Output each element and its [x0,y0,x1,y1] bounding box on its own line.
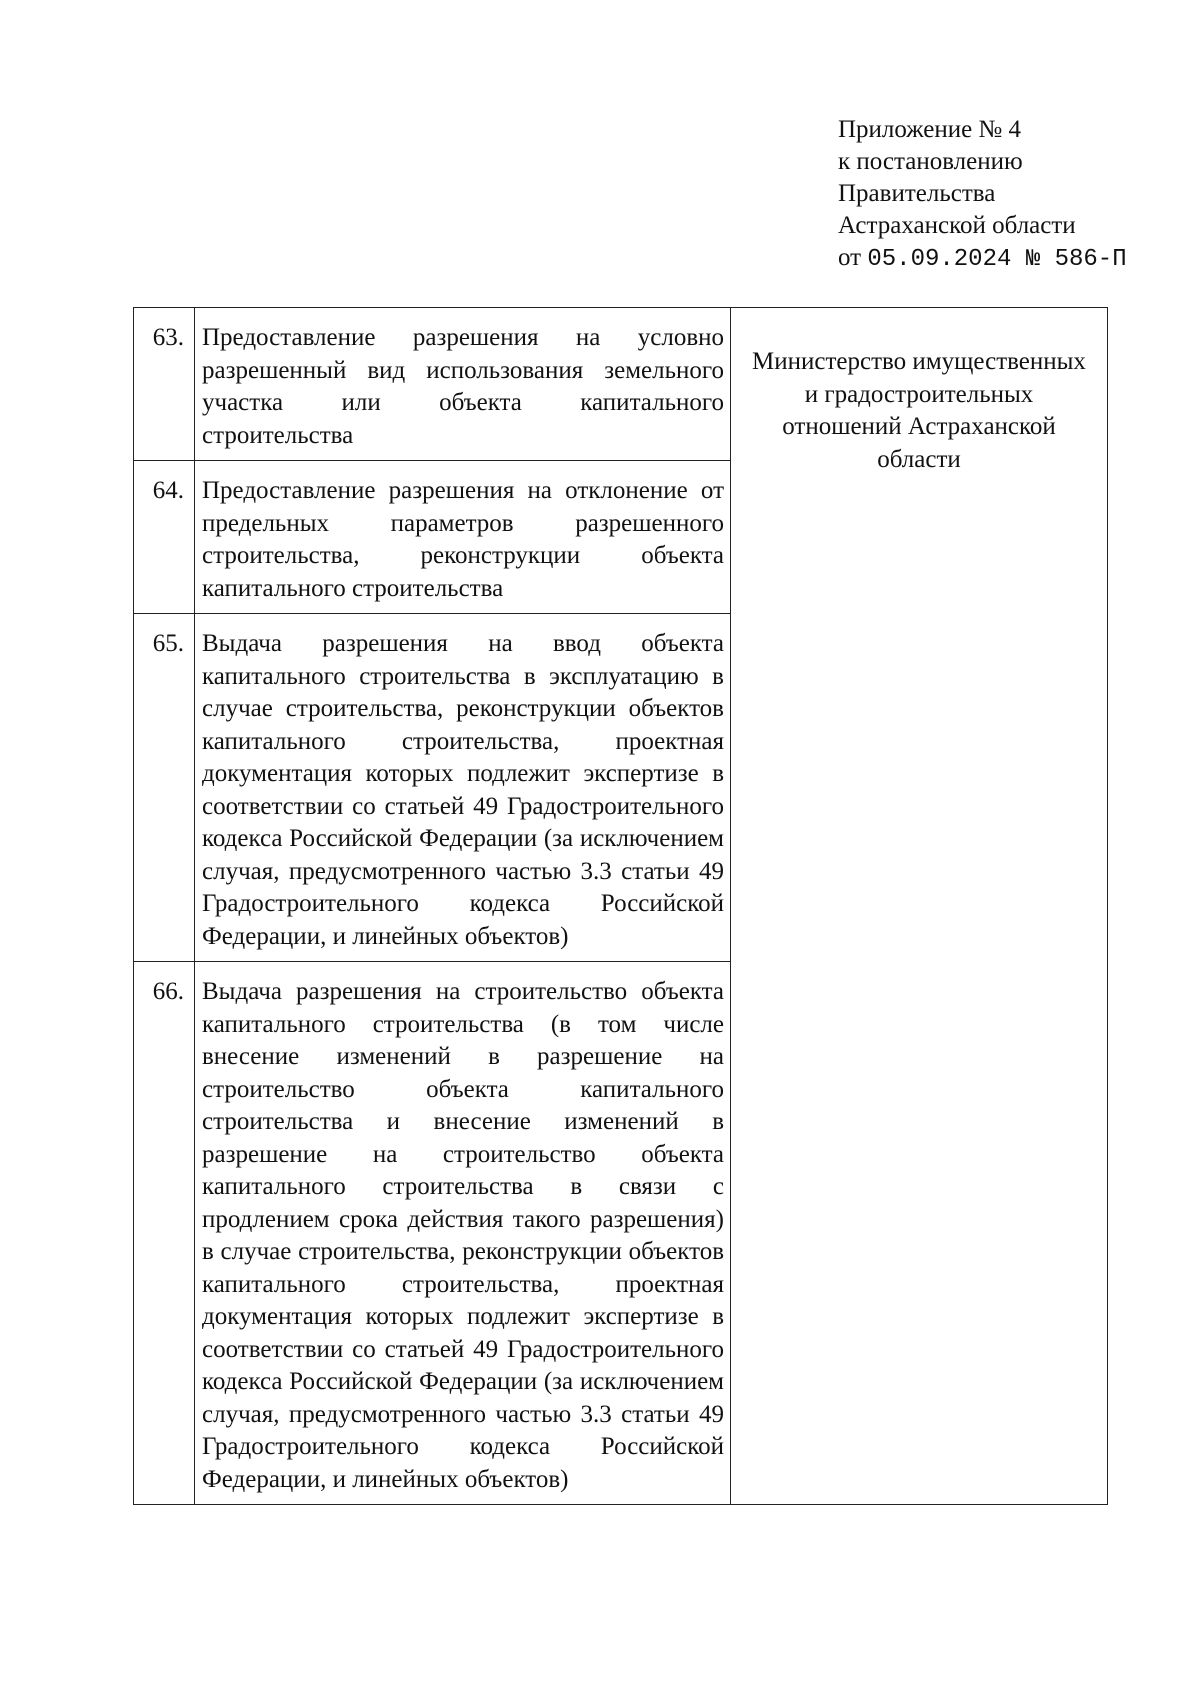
appendix-line-4: Астраханской области [838,212,1076,239]
table-row [134,308,1108,461]
row-number: 65. [134,614,195,962]
service-description: Выдача разрешения на строительство объекта капитального строительства (в том числе внесение изменений в разрешение на строительство объекта капитального строительства и внесение изменений в разрешение на строительство объекта капитального строительства в связи с продлением срока действия такого разрешения) в случае строительства, реконструкции объектов капитального строительства, проектная документация которых подлежит экспертизе в соответствии со статьей 49 Градостроительного кодекса Российской Федерации (за исключением случая, предусмотренного частью 3.3 статьи 49 Градостроительного кодекса Российской Федерации, и линейных объектов) [195,962,731,1505]
appendix-line-3: Правительства [838,180,996,207]
row-number: 64. [134,461,195,614]
date-prefix: от [838,244,862,271]
responsible-agency: Министерство имущественных и градостроительных отношений Астраханской области [752,348,1086,473]
appendix-title: Приложение № 4 [838,116,1022,143]
appendix-line-2: к постановлению [838,148,1023,175]
service-description: Предоставление разрешения на условно разрешенный вид использования земельного участка или объекта капитального строительства [195,308,731,461]
row-number: 66. [134,962,195,1505]
appendix-date [838,242,1127,276]
responsible-agency-cell [731,308,1108,1505]
date-and-number: 05.09.2024 № 586-П [867,246,1127,273]
service-description: Выдача разрешения на ввод объекта капитального строительства в эксплуатацию в случае строительства, реконструкции объектов капитального строительства, проектная документация которых подлежит экспертизе в соответствии со статьей 49 Градостроительного кодекса Российской Федерации (за исключением случая, предусмотренного частью 3.3 статьи 49 Градостроительного кодекса Российской Федерации, и линейных объектов) [195,614,731,962]
row-number: 63. [134,308,195,461]
service-description: Предоставление разрешения на отклонение от предельных параметров разрешенного строительства, реконструкции объекта капитального строительства [195,461,731,614]
services-table [133,307,1108,1505]
appendix-header [838,114,1127,276]
